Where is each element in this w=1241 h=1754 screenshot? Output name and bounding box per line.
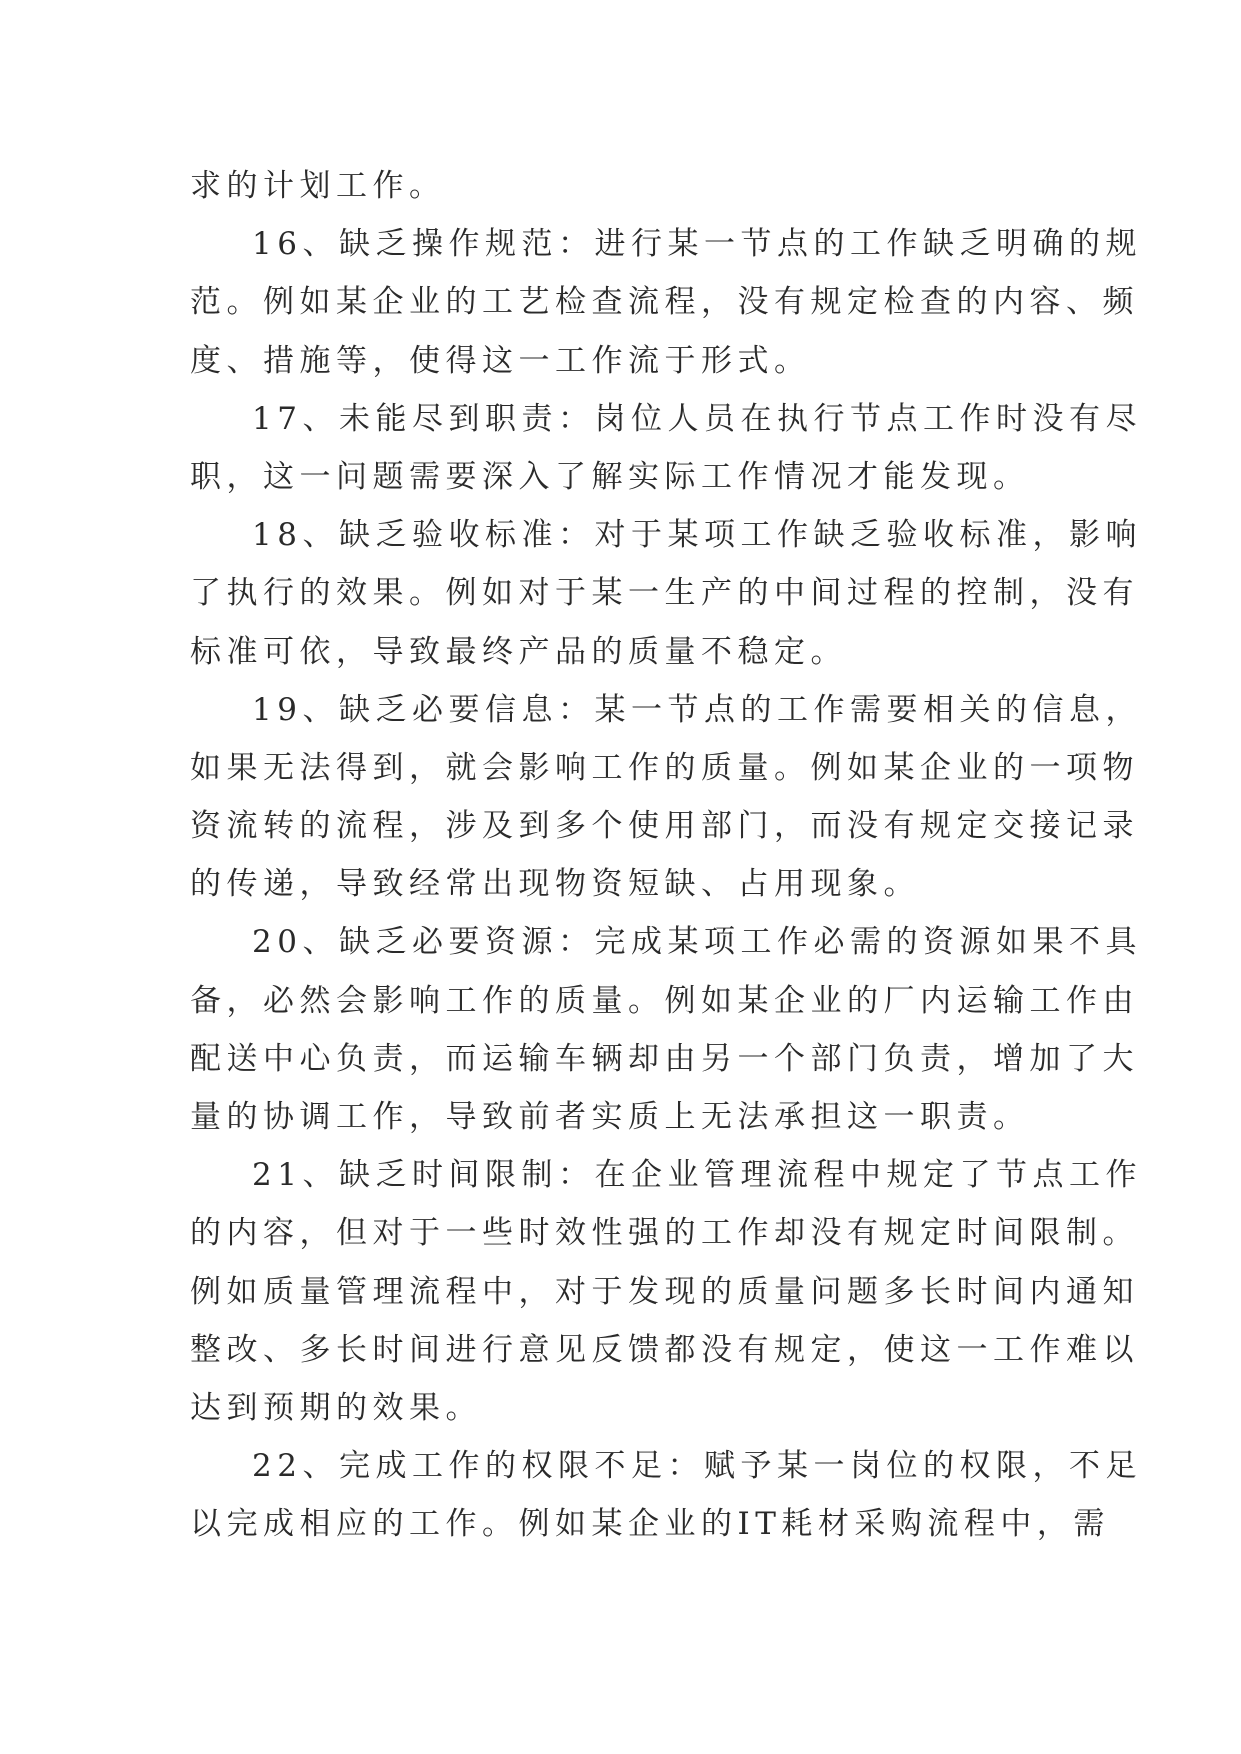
text-line: 度、措施等，使得这一工作流于形式。	[190, 342, 811, 379]
text-line: 以完成相应的工作。例如某企业的IT耗材采购流程中，需	[190, 1506, 1110, 1543]
text-line: 例如质量管理流程中，对于发现的质量问题多长时间内通知	[190, 1273, 1139, 1310]
text-line: 备，必然会影响工作的质量。例如某企业的厂内运输工作由	[190, 982, 1139, 1019]
text-line: 标准可依，导致最终产品的质量不稳定。	[190, 633, 847, 670]
text-line: 18、缺乏验收标准：对于某项工作缺乏验收标准，影响	[252, 517, 1142, 554]
text-line: 整改、多长时间进行意见反馈都没有规定，使这一工作难以	[190, 1331, 1139, 1368]
text-line: 的传递，导致经常出现物资短缺、占用现象。	[190, 866, 920, 903]
text-line: 22、完成工作的权限不足：赋予某一岗位的权限，不足	[252, 1448, 1142, 1485]
text-line: 求的计划工作。	[190, 168, 446, 204]
text-line: 的内容，但对于一些时效性强的工作却没有规定时间限制。	[190, 1215, 1139, 1252]
text-line: 资流转的流程，涉及到多个使用部门，而没有规定交接记录	[190, 808, 1139, 845]
text-line: 达到预期的效果。	[190, 1389, 482, 1426]
text-line: 如果无法得到，就会影响工作的质量。例如某企业的一项物	[190, 749, 1139, 786]
text-line: 17、未能尽到职责：岗位人员在执行节点工作时没有尽	[252, 400, 1142, 437]
text-line: 了执行的效果。例如对于某一生产的中间过程的控制，没有	[190, 575, 1139, 612]
body-text	[190, 157, 1142, 1554]
text-line: 21、缺乏时间限制：在企业管理流程中规定了节点工作	[252, 1157, 1142, 1194]
text-line: 20、缺乏必要资源：完成某项工作必需的资源如果不具	[252, 924, 1142, 961]
text-line: 19、缺乏必要信息：某一节点的工作需要相关的信息，	[252, 691, 1142, 728]
text-line: 16、缺乏操作规范：进行某一节点的工作缺乏明确的规	[252, 226, 1142, 263]
text-line: 量的协调工作，导致前者实质上无法承担这一职责。	[190, 1099, 1030, 1135]
text-line: 范。例如某企业的工艺检查流程，没有规定检查的内容、频	[190, 284, 1139, 321]
text-line: 职，这一问题需要深入了解实际工作情况才能发现。	[190, 458, 1030, 495]
text-line: 配送中心负责，而运输车辆却由另一个部门负责，增加了大	[190, 1040, 1139, 1077]
